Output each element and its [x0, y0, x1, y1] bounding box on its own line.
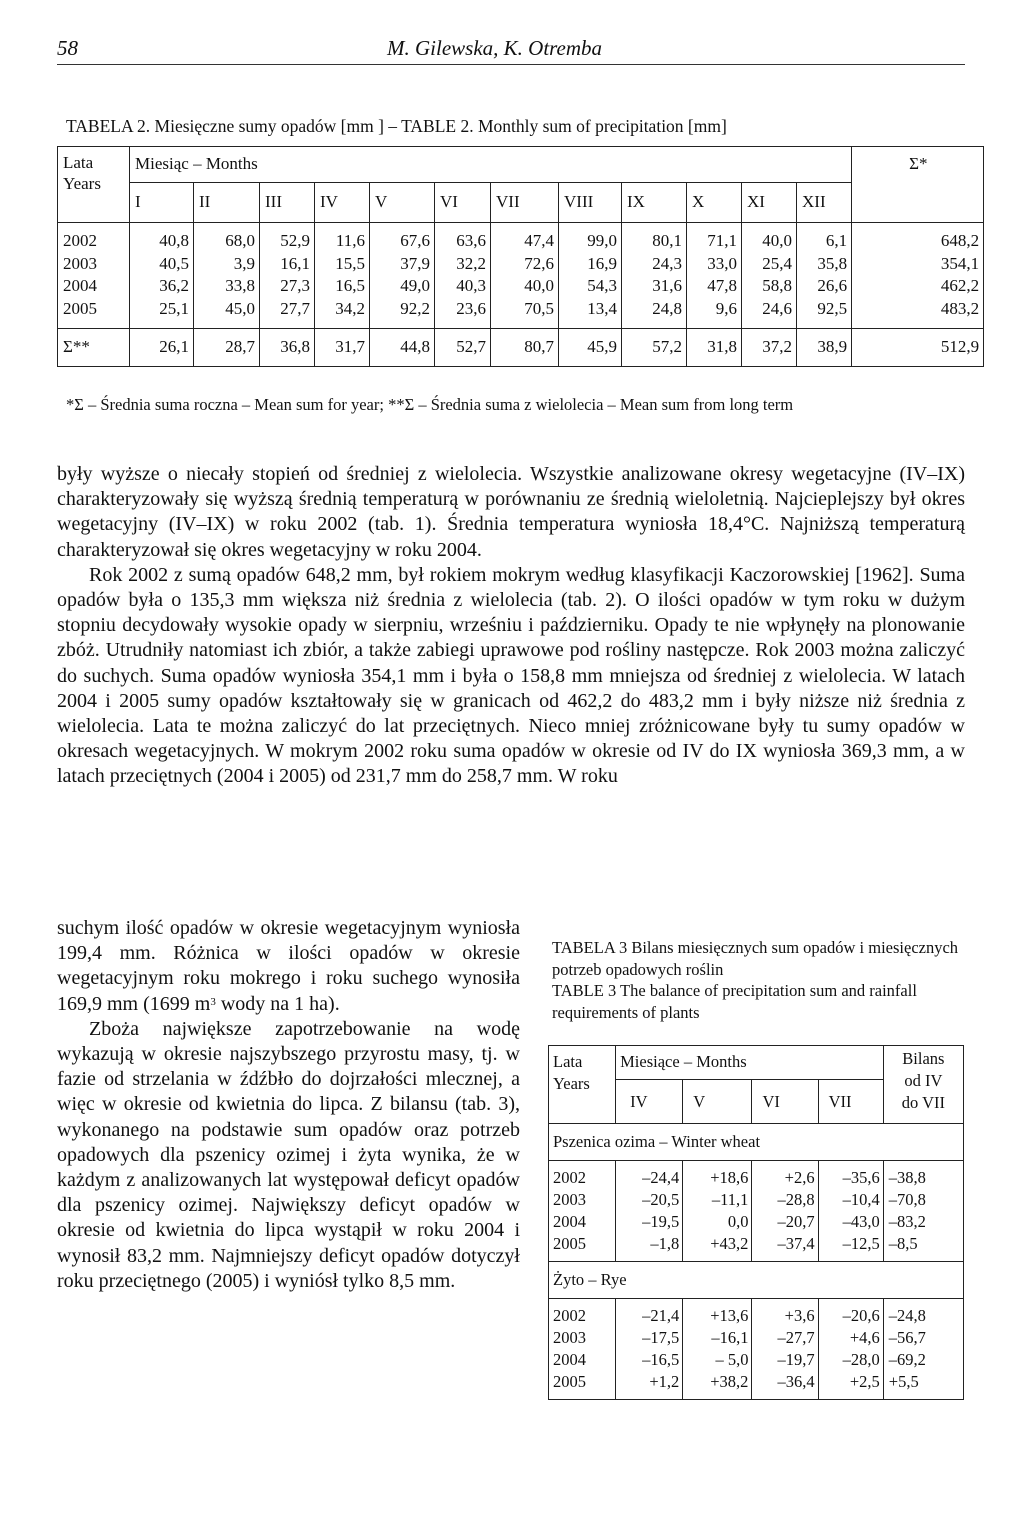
table-row — [549, 1371, 964, 1400]
table2-value-cell: 27,3 — [260, 275, 315, 298]
table2-sum-cell: 483,2 — [852, 298, 984, 329]
table2-value-cell: 32,2 — [435, 253, 491, 276]
table3-balance-header: Bilans od IV do VII — [883, 1046, 963, 1124]
table3-year-cell: 2005 — [553, 1234, 586, 1253]
table2-value-cell: 52,9 — [260, 223, 315, 253]
table3-value-cell: –17,5 — [616, 1327, 683, 1349]
table2-value-cell: 40,8 — [130, 223, 194, 253]
table2-value-cell: 58,8 — [742, 275, 797, 298]
running-header-authors: M. Gilewska, K. Otremba — [387, 36, 603, 60]
table2-value-cell: 23,6 — [435, 298, 491, 329]
table-row — [549, 1189, 964, 1211]
table-row — [549, 1233, 964, 1262]
table3-value-cell: +4,6 — [818, 1327, 883, 1349]
table3-value-cell: –43,0 — [818, 1211, 883, 1233]
table2-total-cell: 44,8 — [370, 329, 435, 367]
table2-value-cell: 16,1 — [260, 253, 315, 276]
table2-sum-cell: 462,2 — [852, 275, 984, 298]
table2-value-cell: 40,5 — [130, 253, 194, 276]
table3-year-cell: 2003 — [553, 1328, 586, 1347]
table3-year-cell: 2002 — [549, 1299, 616, 1328]
table2-value-cell: 47,8 — [687, 275, 742, 298]
table2-value-cell: 40,3 — [435, 275, 491, 298]
left-column-paragraph: Zboża największe zapotrzebowanie na wodę wykazują w okresie najszybszego przyrostu masy, tj. w fazie od strzelania w źdźbło do dojrzałości mlecznej, a więc w okresie od kwietnia do lipca. Z bilansu (tab. 3), wykonanego na podstawie sum opadów oraz potrzeb opadowych dla pszenicy ozimej i żyta wynika, że w każdym z analizowanych lat występował deficyt opadów dla pszenicy ozimej. Największy deficyt opadów w okresie od kwietnia do lipca wystąpił w roku 2004 i wynosił 83,2 mm. Najmniejszy deficyt opadów dotyczył roku przeciętnego (2005) i wyniósł tylko 8,5 mm. — [57, 1017, 520, 1292]
table2-value-cell: 36,2 — [130, 275, 194, 298]
table2-month-header: XII — [797, 183, 852, 223]
table2-value-cell: 54,3 — [559, 275, 622, 298]
table2-value-cell: 99,0 — [559, 223, 622, 253]
table-row — [549, 1327, 964, 1349]
table3-value-cell: –16,1 — [683, 1327, 752, 1349]
table3-value-cell: –35,6 — [818, 1161, 883, 1190]
table2-total-cell: 36,8 — [260, 329, 315, 367]
table2-value-cell: 31,6 — [622, 275, 687, 298]
table-row — [58, 223, 984, 253]
table2-total-cell: 80,7 — [491, 329, 559, 367]
table2-total-cell: 57,2 — [622, 329, 687, 367]
table3-value-cell: +1,2 — [616, 1371, 683, 1400]
table3-month-header: VII — [818, 1080, 883, 1124]
table3-balance-cell: –8,5 — [883, 1233, 963, 1262]
table2-years-header: Lata Years — [63, 153, 101, 193]
table2-value-cell: 67,6 — [370, 223, 435, 253]
table3-balance-cell: –69,2 — [883, 1349, 963, 1371]
table3-balance-cell: +5,5 — [883, 1371, 963, 1400]
table3-value-cell: –16,5 — [616, 1349, 683, 1371]
table2-value-cell: 24,6 — [742, 298, 797, 329]
table3-value-cell: –36,4 — [752, 1371, 818, 1400]
table2-month-header: XI — [742, 183, 797, 223]
table2-value-cell: 92,5 — [797, 298, 852, 329]
table2-month-header: V — [370, 183, 435, 223]
body-paragraph: były wyższe o niecały stopień od średniej z wielolecia. Wszystkie analizowane okresy wegetacyjne (IV–IX) charakteryzowały się wyższą średnią temperaturą w porównaniu ze średnią wieloletnią. Najcieplejszy był okres wegetacyjny (IV–IX) w roku 2002 (tab. 1). Średnia temperatura wyniosła 18,4°C. Najniższą temperaturą charakteryzował się okres wegetacyjny w roku 2004. — [57, 463, 965, 561]
table3-year-cell: 2004 — [553, 1350, 586, 1369]
table2-value-cell: 11,6 — [315, 223, 370, 253]
table2-value-cell: 6,1 — [797, 223, 852, 253]
table2-month-header: X — [687, 183, 742, 223]
table2-month-header: VI — [435, 183, 491, 223]
table2-value-cell: 3,9 — [194, 253, 260, 276]
table2-month-header: I — [130, 183, 194, 223]
table2-value-cell: 72,6 — [491, 253, 559, 276]
table3-value-cell: –21,4 — [616, 1299, 683, 1328]
table3-value-cell: –10,4 — [818, 1189, 883, 1211]
table2-value-cell: 71,1 — [687, 223, 742, 253]
table3-value-cell: +38,2 — [683, 1371, 752, 1400]
table2-value-cell: 13,4 — [559, 298, 622, 329]
table3-month-header: VI — [752, 1080, 818, 1124]
table3-year-cell: 2004 — [553, 1212, 586, 1231]
table3-years-header: Lata Years — [553, 1052, 590, 1093]
table2-value-cell: 63,6 — [435, 223, 491, 253]
table2-month-header: VIII — [559, 183, 622, 223]
table2-total-cell: 28,7 — [194, 329, 260, 367]
table3-value-cell: –20,6 — [818, 1299, 883, 1328]
left-column-text — [57, 916, 520, 1294]
table2-year-cell: 2002 — [58, 223, 130, 253]
table2-value-cell: 27,7 — [260, 298, 315, 329]
table2-months-header: Miesiąc – Months — [130, 147, 852, 183]
table3-section-header — [549, 1124, 964, 1161]
table-row — [58, 275, 984, 298]
table2-value-cell: 45,0 — [194, 298, 260, 329]
table3-value-cell: –19,5 — [616, 1211, 683, 1233]
table3-value-cell: +2,6 — [752, 1161, 818, 1190]
table2-total-cell: 26,1 — [130, 329, 194, 367]
table2-value-cell: 40,0 — [742, 223, 797, 253]
table2-total-cell: 37,2 — [742, 329, 797, 367]
table2 — [57, 146, 984, 367]
table3-section-header — [549, 1262, 964, 1299]
table3-value-cell: –12,5 — [818, 1233, 883, 1262]
table-row — [549, 1211, 964, 1233]
table2-total-cell: 45,9 — [559, 329, 622, 367]
table3-value-cell: +3,6 — [752, 1299, 818, 1328]
table2-month-header: III — [260, 183, 315, 223]
table2-caption: TABELA 2. Miesięczne sumy opadów [mm ] – TABLE 2. Monthly sum of precipitation [mm] — [66, 116, 727, 136]
table3-value-cell: –37,4 — [752, 1233, 818, 1262]
table2-value-cell: 16,9 — [559, 253, 622, 276]
running-header — [57, 32, 965, 65]
table2-month-header: IX — [622, 183, 687, 223]
table2-value-cell: 47,4 — [491, 223, 559, 253]
table3-year-cell: 2005 — [553, 1372, 586, 1391]
table3-section-title: Pszenica ozima – Winter wheat — [549, 1124, 964, 1161]
table2-value-cell: 25,4 — [742, 253, 797, 276]
table3-balance-cell: –24,8 — [883, 1299, 963, 1328]
table3-value-cell: +2,5 — [818, 1371, 883, 1400]
table2-total-label: Σ** — [58, 329, 130, 367]
table3-month-header: V — [683, 1080, 752, 1124]
table2-value-cell: 40,0 — [491, 275, 559, 298]
table3-caption — [552, 937, 964, 1023]
table2-year-cell: 2005 — [63, 298, 97, 318]
page-number: 58 — [57, 36, 78, 60]
table2-total-cell: 31,8 — [687, 329, 742, 367]
table2-value-cell: 92,2 — [370, 298, 435, 329]
table-row — [549, 1299, 964, 1328]
table3-balance-cell: –83,2 — [883, 1211, 963, 1233]
table3-balance-cell: –70,8 — [883, 1189, 963, 1211]
table3-year-cell: 2002 — [549, 1161, 616, 1190]
table2-footnote: *Σ – Średnia suma roczna – Mean sum for year; **Σ – Średnia suma z wielolecia – Mean sum from long term — [66, 395, 794, 414]
table2-value-cell: 15,5 — [315, 253, 370, 276]
table3-caption-pl: TABELA 3 Bilans miesięcznych sum opadów i miesięcznych potrzeb opadowych roślin — [552, 938, 959, 979]
table3-value-cell: +43,2 — [683, 1233, 752, 1262]
table3-value-cell: –27,7 — [752, 1327, 818, 1349]
table3-value-cell: –24,4 — [616, 1161, 683, 1190]
table2-value-cell: 25,1 — [130, 298, 194, 329]
table2-month-header: IV — [315, 183, 370, 223]
table3-value-cell: –28,8 — [752, 1189, 818, 1211]
table3-value-cell: +13,6 — [683, 1299, 752, 1328]
table2-value-cell: 16,5 — [315, 275, 370, 298]
table2-value-cell: 70,5 — [491, 298, 559, 329]
table2-year-cell: 2004 — [63, 276, 97, 295]
table2-value-cell: 80,1 — [622, 223, 687, 253]
table2-total-row — [58, 329, 984, 367]
table3-balance-cell: –38,8 — [883, 1161, 963, 1190]
table3-balance-cell: –56,7 — [883, 1327, 963, 1349]
table2-sum-cell: 648,2 — [852, 223, 984, 253]
table2-month-header: VII — [491, 183, 559, 223]
table3-value-cell: 0,0 — [683, 1211, 752, 1233]
table3-value-cell: – 5,0 — [683, 1349, 752, 1371]
table3-value-cell: –1,8 — [616, 1233, 683, 1262]
table3-section-title: Żyto – Rye — [549, 1262, 964, 1299]
table2-value-cell: 33,8 — [194, 275, 260, 298]
table3-year-cell: 2003 — [553, 1190, 586, 1209]
table2-sum-header: Σ* — [852, 147, 984, 223]
table2-sum-cell: 354,1 — [852, 253, 984, 276]
table2-month-header: II — [194, 183, 260, 223]
table3 — [548, 1045, 964, 1400]
table2-value-cell: 9,6 — [687, 298, 742, 329]
table2-total-sum: 512,9 — [852, 329, 984, 367]
table2-value-cell: 35,8 — [797, 253, 852, 276]
table3-value-cell: +18,6 — [683, 1161, 752, 1190]
table2-value-cell: 26,6 — [797, 275, 852, 298]
table2-year-cell: 2003 — [63, 253, 97, 273]
table3-months-header: Miesiące – Months — [616, 1046, 884, 1080]
body-paragraph: Rok 2002 z sumą opadów 648,2 mm, był rokiem mokrym według klasyfikacji Kaczorowskiej [1962]. Suma opadów była o 135,3 mm większa niż średnia z wielolecia (tab. 2). O ilości opadów w tym roku w dużym stopniu decydowały wysokie opady w sierpniu, wrześniu i październiku. Opady te nie wpłynęły na plonowanie zbóż. Utrudniły natomiast ich zbiór, a także zabiegi uprawowe pod rośliny następcze. Rok 2003 można zaliczyć do suchych. Suma opadów wyniosła 354,1 mm i była o 158,8 mm mniejsza od średniej z wielolecia. W latach 2004 i 2005 sumy opadów kształtowały się w granicach od 462,2 do 483,2 mm i były niższe niż średnia z wielolecia. Lata te można zaliczyć do lat przeciętnych. Nieco mniej zróżnicowane były tu sumy opadów w okresach wegetacyjnych. W mokrym 2002 roku suma opadów w okresie od IV do IX wyniosła 369,3 mm, a w latach przeciętnych (2004 i 2005) od 231,7 mm do 258,7 mm. W roku — [57, 563, 965, 788]
table2-value-cell: 24,8 — [622, 298, 687, 329]
table2-value-cell: 68,0 — [194, 223, 260, 253]
table2-value-cell: 37,9 — [370, 253, 435, 276]
table3-value-cell: –28,0 — [818, 1349, 883, 1371]
table2-total-cell: 52,7 — [435, 329, 491, 367]
body-text — [57, 462, 965, 790]
table-row — [549, 1349, 964, 1371]
table2-total-cell: 38,9 — [797, 329, 852, 367]
table3-value-cell: –20,5 — [616, 1189, 683, 1211]
table3-value-cell: –20,7 — [752, 1211, 818, 1233]
table3-caption-en: TABLE 3 The balance of precipitation sum and rainfall requirements of plants — [552, 981, 917, 1022]
table2-value-cell: 34,2 — [315, 298, 370, 329]
table3-value-cell: –19,7 — [752, 1349, 818, 1371]
table3-month-header: IV — [616, 1080, 683, 1124]
left-column-paragraph: suchym ilość opadów w okresie wegetacyjnym wyniosła 199,4 mm. Różnica w ilości opadów w okresie wegetacyjnym roku mokrego i roku suchego wynosiła 169,9 mm (1699 $m^3$ wody na 1 ha). — [57, 917, 520, 1015]
table2-value-cell: 24,3 — [622, 253, 687, 276]
table2-total-cell: 31,7 — [315, 329, 370, 367]
table-row — [549, 1161, 964, 1190]
table2-value-cell: 49,0 — [370, 275, 435, 298]
table2-value-cell: 33,0 — [687, 253, 742, 276]
table-row — [58, 298, 984, 329]
table3-value-cell: –11,1 — [683, 1189, 752, 1211]
table-row — [58, 253, 984, 276]
